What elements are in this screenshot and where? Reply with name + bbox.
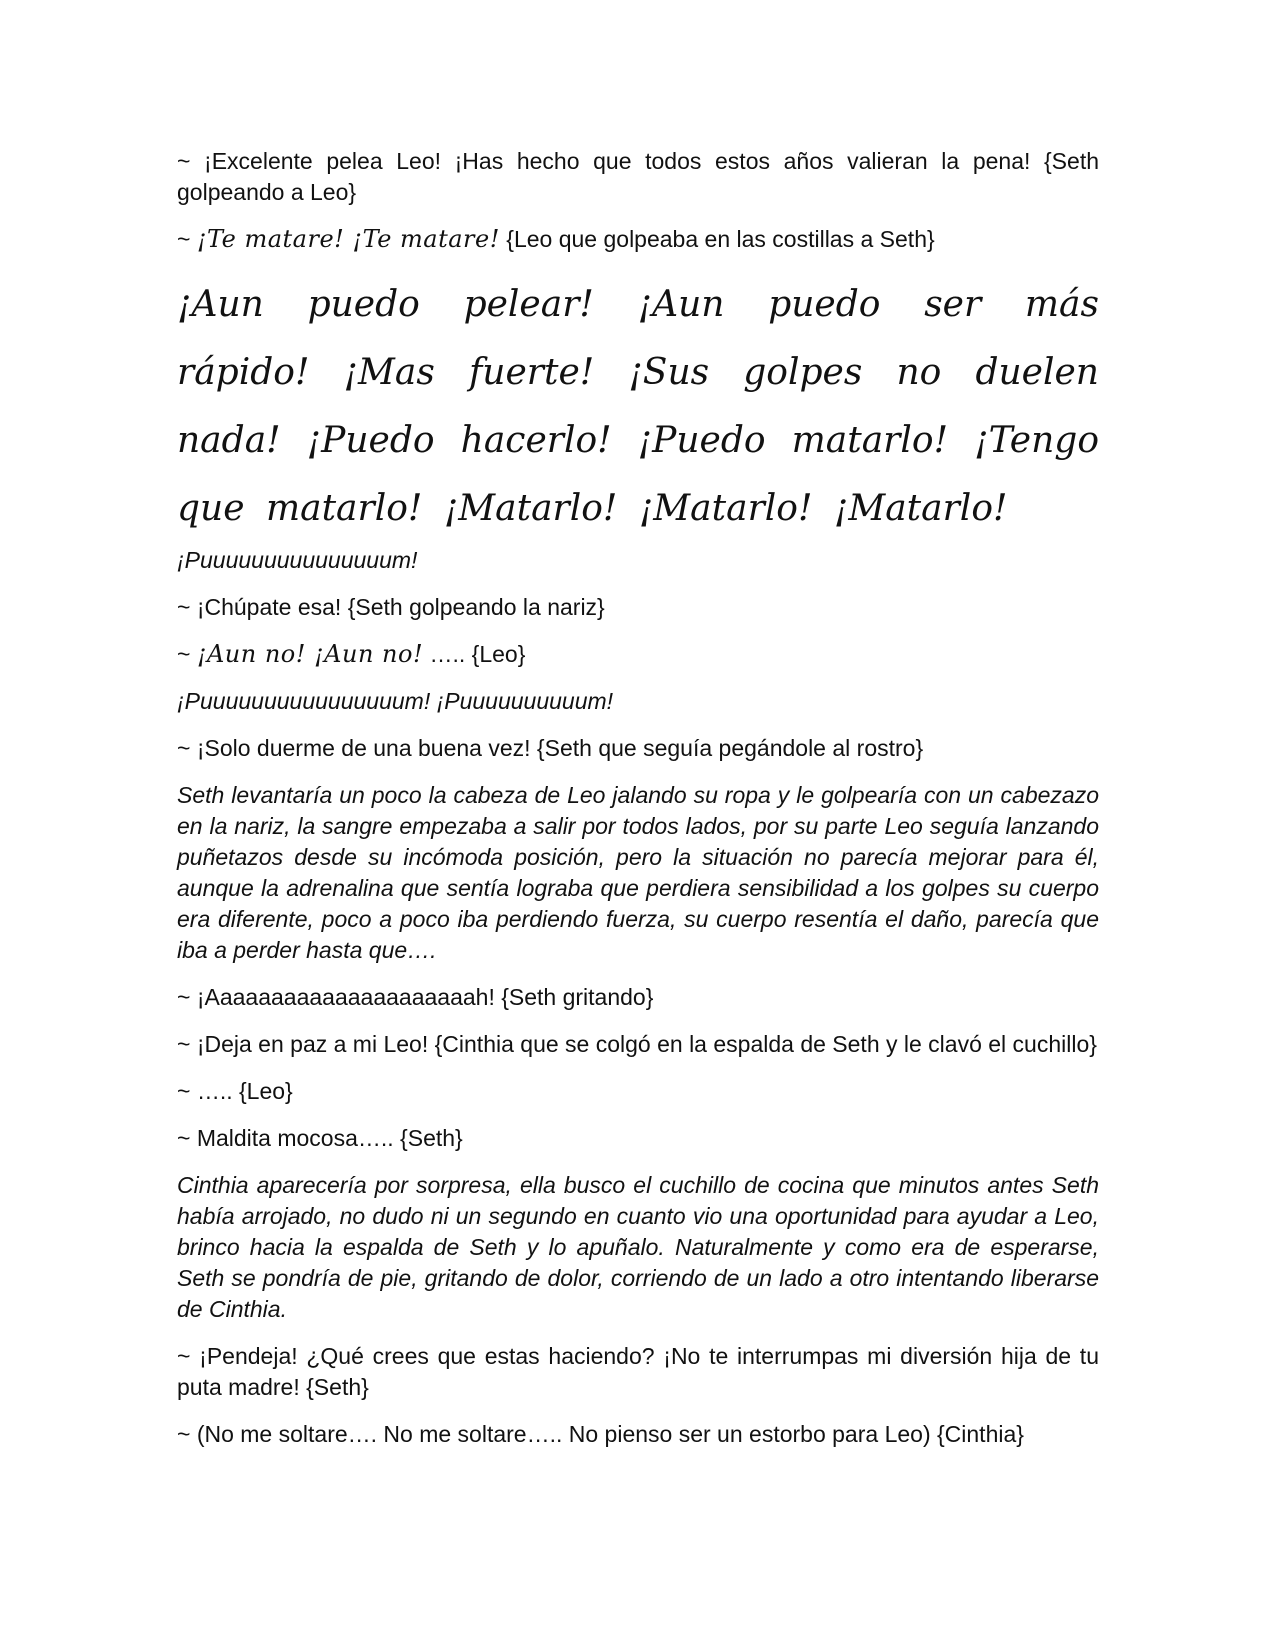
dialogue-suffix: {Leo que golpeaba en las costillas a Seth} bbox=[499, 226, 935, 252]
dialogue-line: ~ Maldita mocosa….. {Seth} bbox=[177, 1125, 463, 1151]
dialogue-suffix: ….. {Leo} bbox=[423, 641, 526, 667]
dialogue-line: ~ ¡Deja en paz a mi Leo! {Cinthia que se colgó en la espalda de Seth y le clavó el cuchillo} bbox=[177, 1031, 1097, 1057]
document-page bbox=[177, 146, 1099, 1466]
dialogue-line: ~ ¡Excelente pelea Leo! ¡Has hecho que todos estos años valieran la pena! {Seth golpeando a Leo} bbox=[177, 148, 1099, 205]
dialogue-line-mixed bbox=[177, 224, 1099, 255]
dialogue-line-mixed bbox=[177, 639, 1099, 670]
sound-effect: ¡Puuuuuuuuuuuuuuuum! ¡Puuuuuuuuuum! bbox=[177, 688, 614, 714]
narration-paragraph: Cinthia aparecería por sorpresa, ella busco el cuchillo de cocina que minutos antes Seth había arrojado, no dudo ni un segundo en cuanto vio una oportunidad para ayudar a Leo, brinco hacia la espalda de Seth y lo apuñalo. Naturalmente y como era de esperarse, Seth se pondría de pie, gritando de dolor, corriendo de un lado a otro intentando liberarse de Cinthia. bbox=[177, 1172, 1099, 1322]
dialogue-line: ~ ¡Chúpate esa! {Seth golpeando la nariz} bbox=[177, 594, 605, 620]
dialogue-prefix: ~ bbox=[177, 641, 197, 667]
narration-paragraph: Seth levantaría un poco la cabeza de Leo jalando su ropa y le golpearía con un cabezazo en la nariz, la sangre empezaba a salir por todos lados, por su parte Leo seguía lanzando puñetazos desde su incómoda posición, pero la situación no parecía mejorar para él, aunque la adrenalina que sentía lograba que perdiera sensibilidad a los golpes su cuerpo era diferente, poco a poco iba perdiendo fuerza, su cuerpo resentía el daño, parecía que iba a perder hasta que…. bbox=[177, 782, 1099, 963]
inner-monologue-large: ¡Aun puedo pelear! ¡Aun puedo ser más rápido! ¡Mas fuerte! ¡Sus golpes no duelen nada! ¡Puedo hacerlo! ¡Puedo matarlo! ¡Tengo que matarlo! ¡Matarlo! ¡Matarlo! ¡Matarlo! bbox=[177, 284, 1099, 529]
dialogue-line: ~ ¡Solo duerme de una buena vez! {Seth que seguía pegándole al rostro} bbox=[177, 735, 924, 761]
dialogue-prefix: ~ bbox=[177, 226, 197, 252]
handwritten-shout: ¡Te matare! ¡Te matare! bbox=[196, 225, 500, 253]
sound-effect: ¡Puuuuuuuuuuuuuuum! bbox=[177, 547, 418, 573]
dialogue-line: ~ ….. {Leo} bbox=[177, 1078, 293, 1104]
dialogue-line: ~ ¡Aaaaaaaaaaaaaaaaaaaaah! {Seth gritando} bbox=[177, 984, 654, 1010]
dialogue-line: ~ ¡Pendeja! ¿Qué crees que estas haciendo? ¡No te interrumpas mi diversión hija de tu puta madre! {Seth} bbox=[177, 1343, 1099, 1400]
handwritten-shout: ¡Aun no! ¡Aun no! bbox=[196, 640, 424, 668]
dialogue-line: ~ (No me soltare…. No me soltare….. No pienso ser un estorbo para Leo) {Cinthia} bbox=[177, 1421, 1024, 1447]
